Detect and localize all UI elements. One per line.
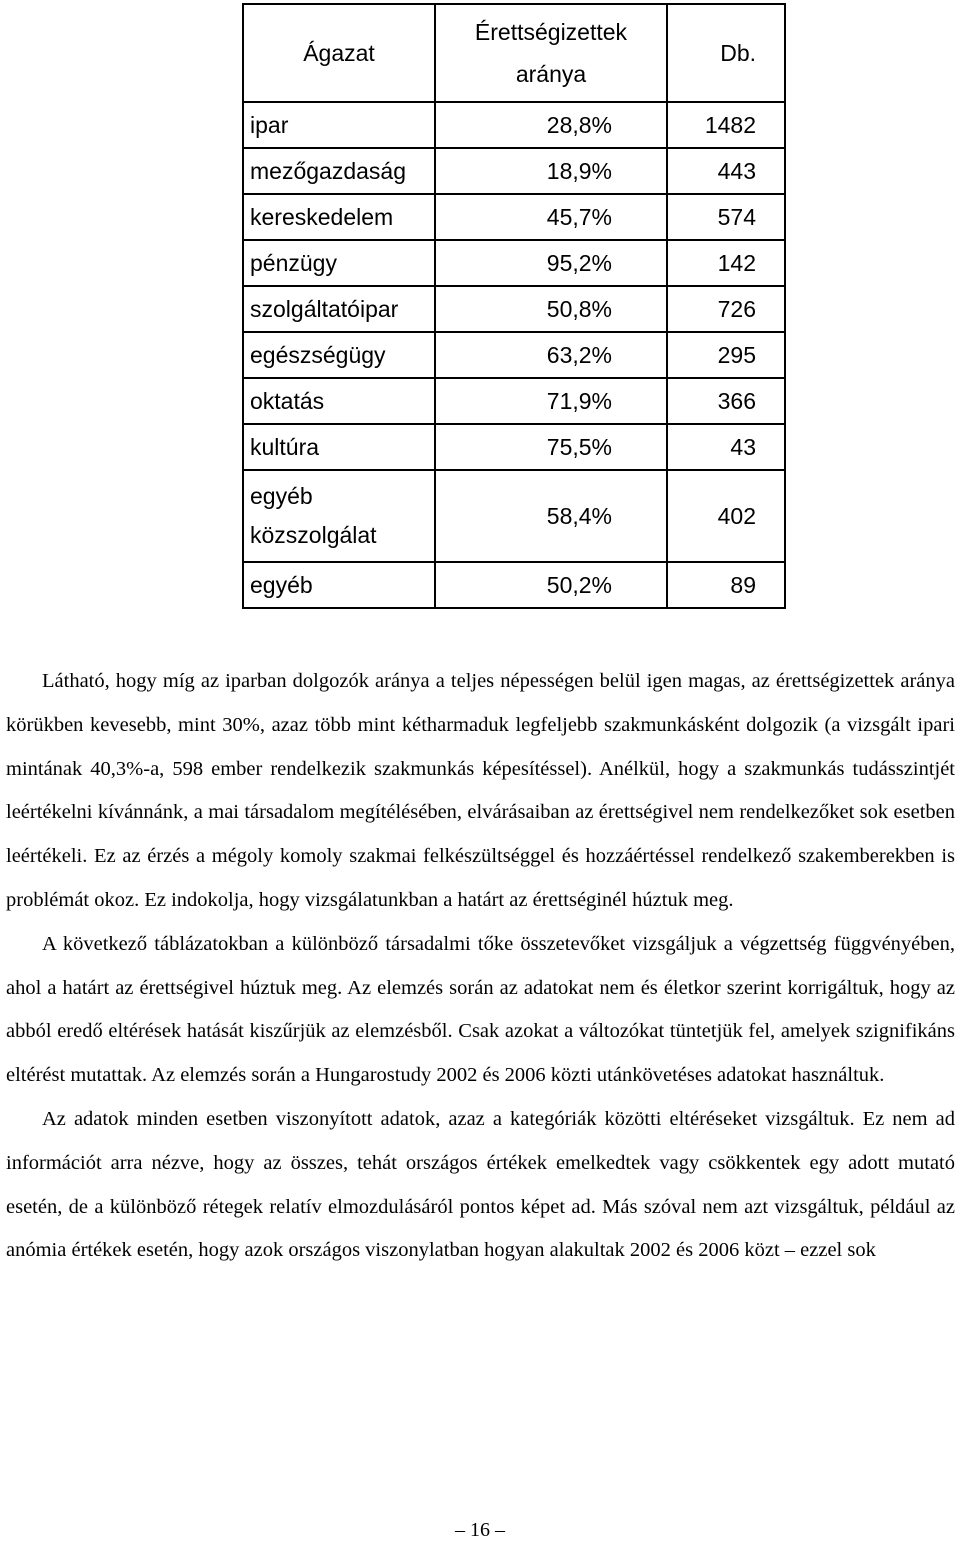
header-count: Db.: [667, 4, 785, 102]
table-row: [243, 332, 785, 378]
table-row: [243, 562, 785, 608]
sector-label: kultúra: [250, 434, 320, 460]
sector-label: kereskedelem: [250, 204, 394, 230]
cell-ratio: 75,5%: [435, 424, 667, 470]
cell-count: 43: [667, 424, 785, 470]
cell-sector: [243, 470, 435, 562]
cell-sector: [243, 240, 435, 286]
cell-count: 1482: [667, 102, 785, 148]
cell-ratio: 50,8%: [435, 286, 667, 332]
sector-label: oktatás: [250, 388, 325, 414]
header-ratio: [435, 4, 667, 102]
cell-count: 89: [667, 562, 785, 608]
header-ratio-line1: Érettségizettek: [474, 19, 628, 45]
paragraph: A következő táblázatokban a különböző társadalmi tőke összetevőket vizsgáljuk a végzettség függvényében, ahol a határt az érettségivel húztuk meg. Az elemzés során az adatokat nem és életkor szerint korrigáltuk, hogy az abból eredő eltérések hatását kiszűrjük az elemzésből. Csak azokat a változókat tüntetjük fel, amelyek szignifikáns eltérést mutattak. Az elemzés során a Hungarostudy 2002 és 2006 közti utánkövetéses adatokat használtuk.: [6, 932, 955, 1087]
table-header-row: [243, 4, 785, 102]
cell-count: 142: [667, 240, 785, 286]
sector-label: egyéb: [250, 483, 313, 509]
table-row: [243, 194, 785, 240]
header-sector: Ágazat: [243, 4, 435, 102]
cell-sector: [243, 148, 435, 194]
cell-count: 574: [667, 194, 785, 240]
cell-ratio: 45,7%: [435, 194, 667, 240]
cell-ratio: 28,8%: [435, 102, 667, 148]
cell-count: 402: [667, 470, 785, 562]
paragraph: Az adatok minden esetben viszonyított adatok, azaz a kategóriák közötti eltéréseket vizsgáltuk. Ez nem ad információt arra nézve, hogy az összes, tehát országos értékek emelkedtek vagy csökkentek egy adott mutató esetén, de a különböző rétegek relatív elmozdulásáról pontos képet ad. Más szóval nem azt vizsgáltuk, például az anómia értékek esetén, hogy azok országos viszonylatban hogyan alakultak 2002 és 2006 közt – ezzel sok: [6, 1107, 955, 1262]
sector-label: közszolgálat: [250, 522, 377, 548]
table-row: [243, 148, 785, 194]
cell-ratio: 95,2%: [435, 240, 667, 286]
cell-ratio: 50,2%: [435, 562, 667, 608]
table-row: [243, 240, 785, 286]
cell-ratio: 18,9%: [435, 148, 667, 194]
paragraph: Látható, hogy míg az iparban dolgozók aránya a teljes népességen belül igen magas, az érettségizettek aránya körükben kevesebb, mint 30%, azaz több mint kétharmaduk legfeljebb szakmunkásként dolgozik (a vizsgált ipari mintának 40,3%-a, 598 ember rendelkezik szakmunkás képesítéssel). Anélkül, hogy a szakmunkás tudásszintjét leértékelni kívánnánk, a mai társadalom megítélésében, elvárásaiban az érettségivel nem rendelkezőket sok esetben leértékeli. Ez az érzés a mégoly komoly szakmai felkészültséggel és hozzáértéssel rendelkező szakemberekben is problémát okoz. Ez indokolja, hogy vizsgálatunkban a határt az érettséginél húztuk meg.: [6, 670, 955, 911]
table-body: [243, 102, 785, 608]
cell-sector: [243, 378, 435, 424]
table-row: [243, 378, 785, 424]
cell-count: 443: [667, 148, 785, 194]
cell-sector: [243, 424, 435, 470]
table-row: [243, 286, 785, 332]
page-number: – 16 –: [455, 1519, 505, 1541]
cell-count: 366: [667, 378, 785, 424]
sector-label: ipar: [250, 112, 289, 138]
cell-ratio: 71,9%: [435, 378, 667, 424]
body-text: [6, 660, 955, 1273]
cell-sector: [243, 332, 435, 378]
sector-label: mezőgazdaság: [250, 158, 406, 184]
cell-sector: [243, 286, 435, 332]
sector-label: szolgáltatóipar: [250, 296, 399, 322]
table-row: [243, 424, 785, 470]
sector-label: egyéb: [250, 572, 313, 598]
table-row: [243, 102, 785, 148]
sector-label: egészségügy: [250, 342, 386, 368]
cell-sector: [243, 562, 435, 608]
header-ratio-line2: aránya: [515, 61, 587, 87]
cell-count: 726: [667, 286, 785, 332]
cell-count: 295: [667, 332, 785, 378]
cell-sector: [243, 194, 435, 240]
cell-sector: [243, 102, 435, 148]
cell-ratio: 58,4%: [435, 470, 667, 562]
sector-label: pénzügy: [250, 250, 337, 276]
sector-table: [242, 3, 786, 609]
cell-ratio: 63,2%: [435, 332, 667, 378]
table-row: [243, 470, 785, 562]
